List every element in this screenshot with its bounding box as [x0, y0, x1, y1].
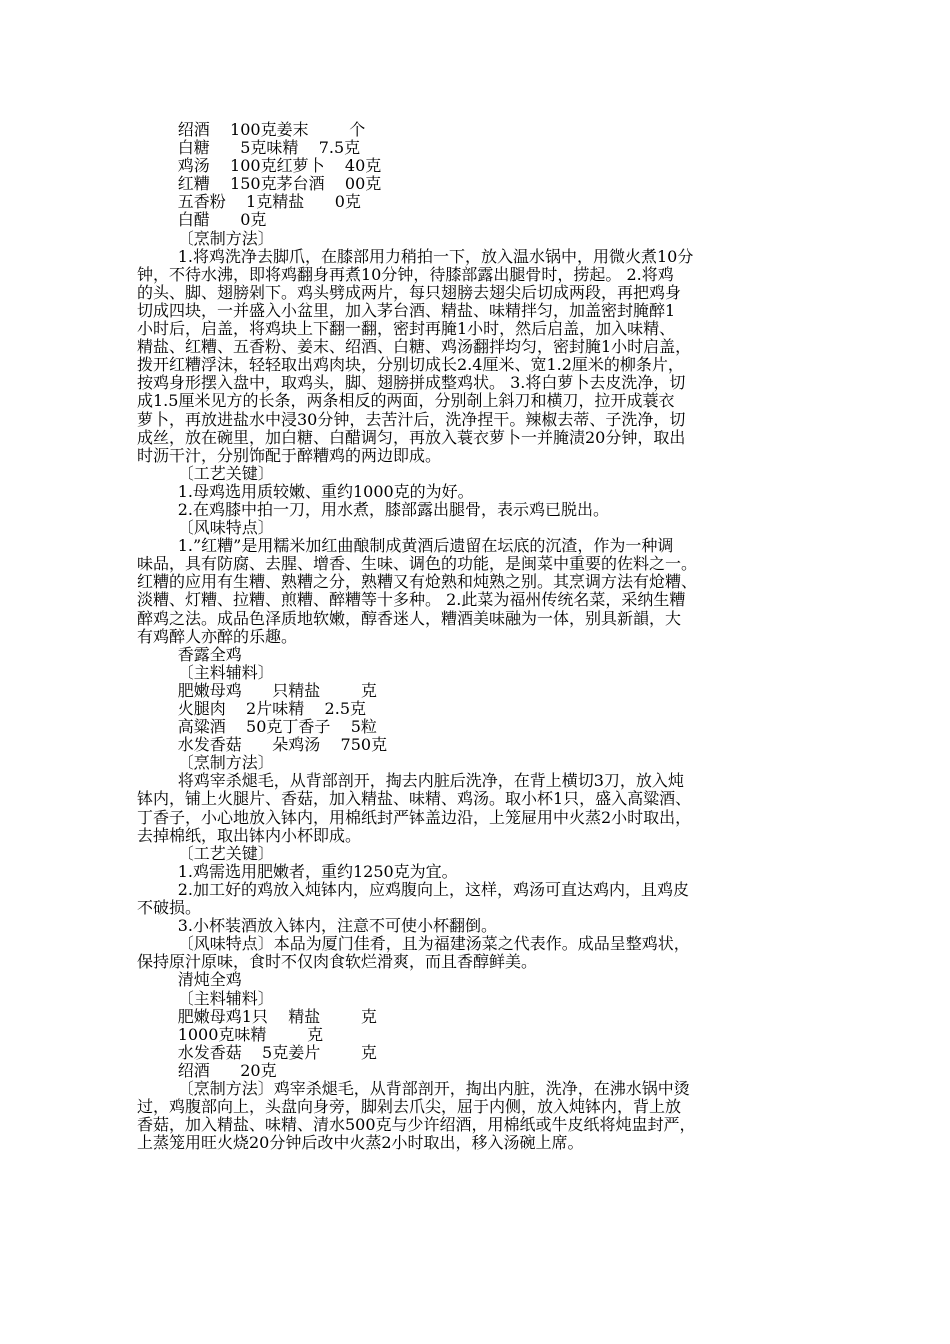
- text-line: 〔工艺关键〕: [137, 464, 274, 483]
- text-line: 按鸡身形摆入盘中，取鸡头，脚、翅膀拼成整鸡状。 3.将白萝卜去皮洗净，切: [137, 374, 686, 393]
- text-line: 绍酒 20克: [137, 1061, 277, 1080]
- text-line: 成1.5厘米见方的长条，两条相反的两面，分别剞上斜刀和横刀，拉开成蓑衣: [137, 392, 675, 411]
- text-line: 1.鸡需选用肥嫩者，重约1250克为宜。: [137, 862, 458, 881]
- text-line: 白糖 5克味精 7.5克: [137, 139, 361, 158]
- text-line: 水发香菇 5克姜片 克: [137, 1043, 377, 1062]
- text-line: 香露全鸡: [137, 645, 242, 664]
- text-line: 火腿肉 2片味精 2.5克: [137, 700, 367, 718]
- text-line: 〔烹制方法〕: [137, 754, 274, 773]
- text-line: 上蒸笼用旺火烧20分钟后改中火蒸2小时取出，移入汤碗上席。: [137, 1134, 584, 1153]
- text-line: 肥嫩母鸡 只精盐 克: [137, 681, 377, 700]
- text-line: 香菇，加入精盐、味精、清水500克与少许绍酒，用棉纸或牛皮纸将炖盅封严，: [137, 1116, 696, 1135]
- text-line: 鸡汤 100克红萝卜 40克: [137, 157, 382, 176]
- recipe-text-body: [137, 121, 950, 1152]
- text-line: 〔烹制方法〕: [137, 229, 274, 248]
- text-line: 丁香子，小心地放入钵内，用棉纸封严钵盖边沿，上笼屉用中火蒸2小时取出，: [137, 808, 692, 827]
- text-line: 1.将鸡洗净去脚爪，在膝部用力稍拍一下，放入温水锅中，用微火煮10分: [137, 247, 694, 266]
- text-line: 1.”红糟”是用糯米加红曲酿制成黄酒后遗留在坛底的沉渣，作为一种调: [137, 537, 674, 556]
- text-line: 五香粉 1克精盐 0克: [137, 193, 361, 212]
- text-line: 清炖全鸡: [137, 971, 242, 990]
- text-line: 2.在鸡膝中拍一刀，用水煮，膝部露出腿骨，表示鸡已脱出。: [137, 500, 609, 519]
- text-line: 小时后，启盖，将鸡块上下翻一翻，密封再腌1小时，然后启盖，加入味精、: [137, 320, 676, 339]
- text-line: 红糟 150克茅台酒 00克: [137, 175, 382, 194]
- text-line: 〔工艺关键〕: [137, 844, 274, 863]
- text-line: 1.母鸡选用质较嫩、重约1000克的为好。: [137, 482, 474, 501]
- text-line: 将鸡宰杀煺毛，从背部剖开，掏去内脏后洗净，在背上横切3刀，放入炖: [137, 772, 684, 791]
- text-line: 精盐、红糟、五香粉、姜末、绍酒、白糖、鸡汤翻拌均匀，密封腌1小时启盖，: [137, 338, 692, 357]
- text-line: 醉鸡之法。成品色泽质地软嫩，醇香迷人，糟酒美味融为一体，别具新韻，大: [137, 609, 682, 628]
- text-line: 去掉棉纸，取出钵内小杯即成。: [137, 826, 362, 845]
- text-line: 高粱酒 50克丁香子 5粒: [137, 718, 377, 737]
- text-line: 〔烹制方法〕鸡宰杀煺毛，从背部剖开，掏出内脏，洗净，在沸水锅中烫: [137, 1079, 690, 1098]
- text-line: 的头、脚、翅膀剁下。鸡头劈成两片，每只翅膀去翅尖后切成两段，再把鸡身: [137, 283, 682, 302]
- text-line: 时沥干汁，分别饰配于醉糟鸡的两边即成。: [137, 446, 442, 465]
- text-line: 钵内，铺上火腿片、香菇，加入精盐、味精、鸡汤。取小杯1只，盛入高粱酒、: [137, 790, 692, 809]
- text-line: 萝卜，再放进盐水中浸30分钟，去苦汁后，洗净捏干。辣椒去蒂、子洗净，切: [137, 410, 686, 429]
- text-line: 味品，具有防腐、去腥、增香、生味、调色的功能，是闽菜中重要的佐料之一。: [137, 555, 698, 574]
- text-line: 1000克味精 克: [137, 1025, 324, 1044]
- text-line: 2.加工好的鸡放入炖钵内，应鸡腹向上，这样，鸡汤可直达鸡内，且鸡皮: [137, 880, 689, 899]
- text-line: 白醋 0克: [137, 211, 267, 230]
- text-line: 淡糟、灯糟、拉糟、煎糟、醉糟等十多种。 2.此菜为福州传统名菜，采纳生糟: [137, 591, 686, 610]
- text-line: 3.小杯装酒放入钵内，注意不可使小杯翻倒。: [137, 917, 497, 936]
- text-line: 绍酒 100克姜末 个: [137, 121, 366, 139]
- text-line: 保持原汁原味，食时不仅肉食软烂滑爽，而且香醇鲜美。: [137, 953, 538, 972]
- text-line: 成丝，放在碗里，加白糖、白醋调匀，再放入蓑衣萝卜一并腌渍20分钟，取出: [137, 428, 686, 447]
- text-line: 〔主料辅料〕: [137, 663, 274, 682]
- text-line: 肥嫩母鸡1只 精盐 克: [137, 1007, 377, 1026]
- text-line: 红糟的应用有生糟、熟糟之分，熟糟又有炝熟和炖熟之别。其烹调方法有炝糟、: [137, 573, 698, 592]
- text-line: 〔主料辅料〕: [137, 989, 274, 1008]
- text-line: 钟，不待水沸，即将鸡翻身再煮10分钟，待膝部露出腿骨时，捞起。 2.将鸡: [137, 265, 674, 284]
- text-line: 过，鸡腹部向上，头盘向身旁，脚剁去爪尖，屈于内侧，放入炖钵内，背上放: [137, 1098, 682, 1117]
- text-line: 〔风味特点〕本品为厦门佳肴，且为福建汤菜之代表作。成品呈整鸡状，: [137, 935, 690, 954]
- text-line: 拨开红糟浮沫，轻轻取出鸡肉块，分别切成长2.4厘米、宽1.2厘米的柳条片，: [137, 356, 684, 375]
- text-line: 有鸡醉人亦醉的乐趣。: [137, 627, 298, 646]
- text-line: 水发香菇 朵鸡汤 750克: [137, 736, 388, 755]
- text-line: 不破损。: [137, 899, 202, 918]
- text-line: 〔风味特点〕: [137, 519, 274, 538]
- text-line: 切成四块，一并盛入小盆里，加入茅台酒、精盐、味精拌匀，加盖密封腌醉1: [137, 301, 676, 320]
